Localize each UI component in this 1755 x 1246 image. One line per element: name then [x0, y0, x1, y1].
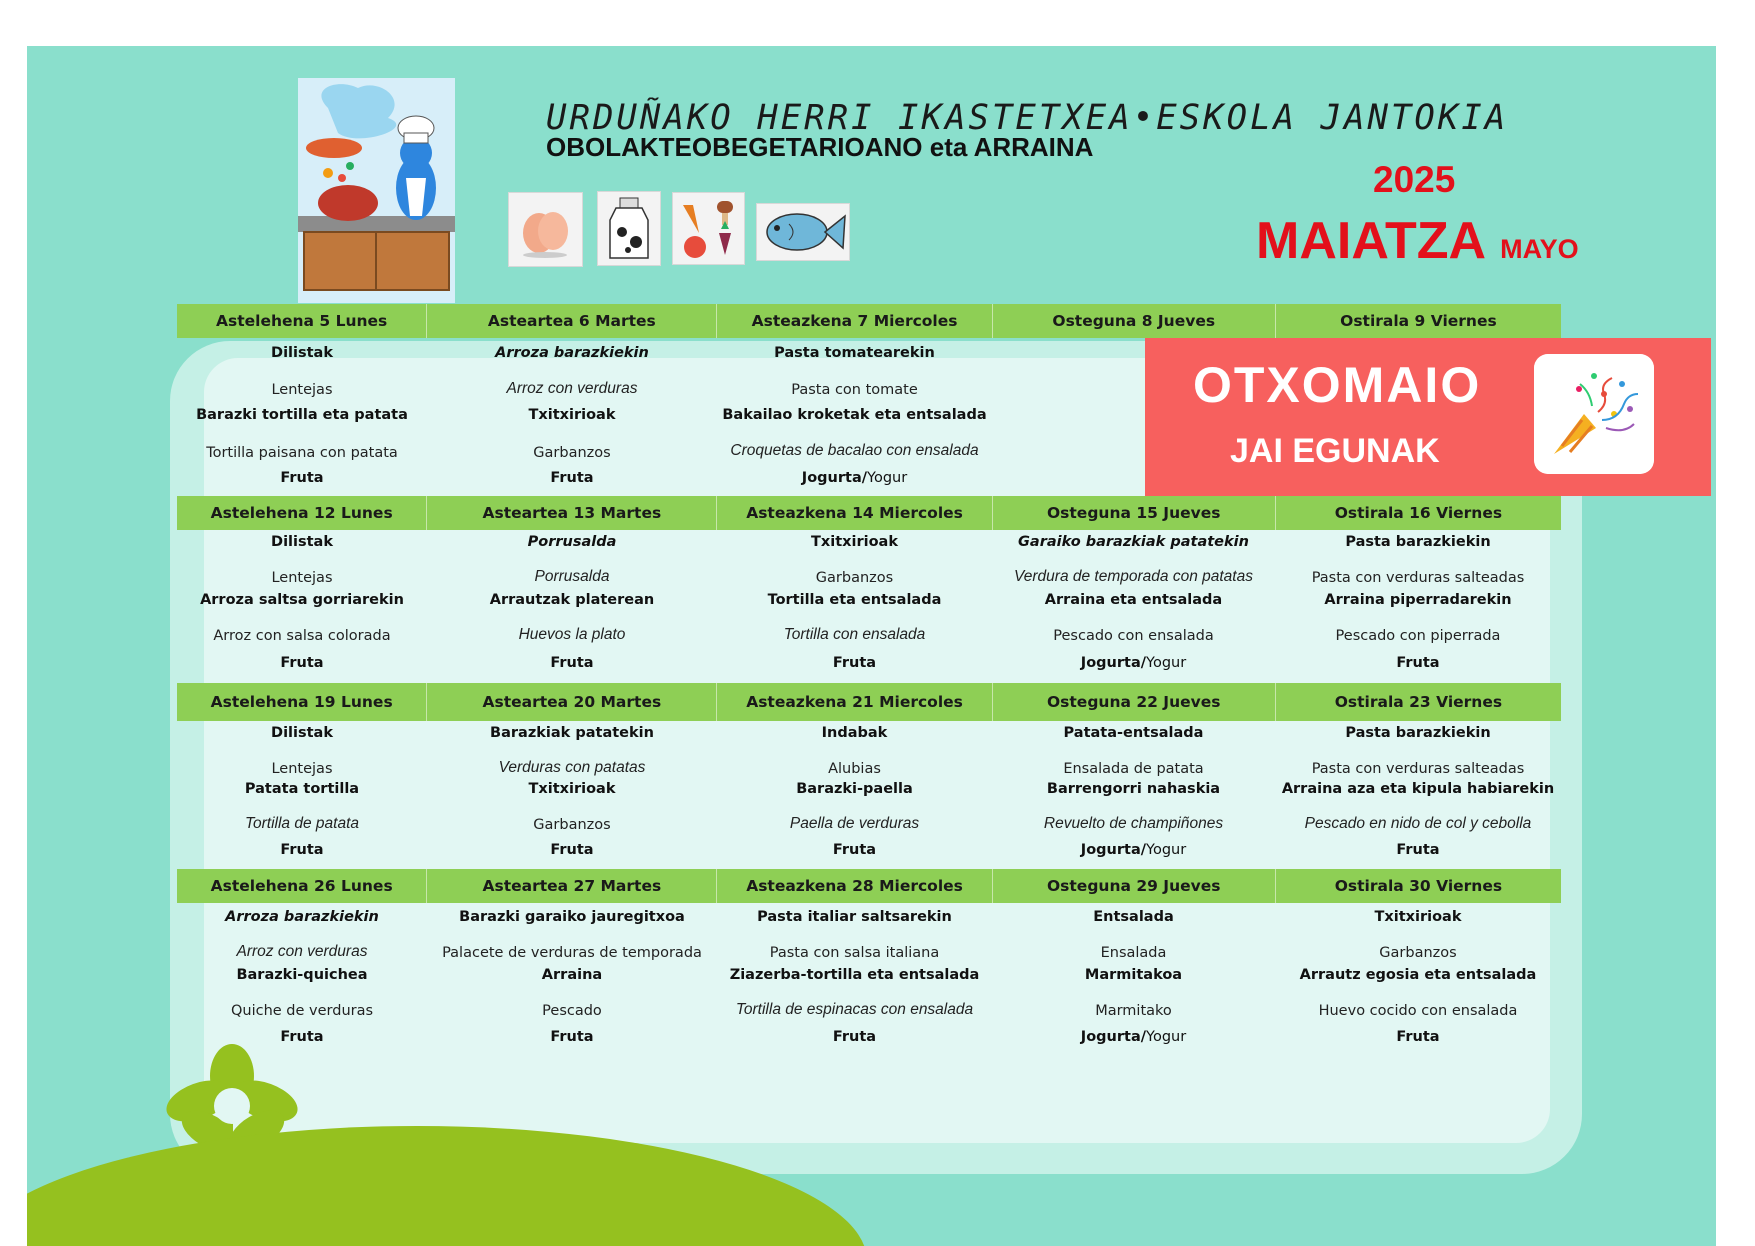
day-header: Asteazkena 21 Miercoles	[717, 683, 992, 721]
first-course-eu: Barazki garaiko jauregitxoa	[459, 909, 685, 925]
dessert-eu: Fruta	[280, 470, 324, 486]
day-menu	[1275, 721, 1561, 869]
day-header: Asteazkena 14 Miercoles	[717, 496, 992, 530]
second-course-eu: Tortilla eta entsalada	[767, 592, 942, 608]
day-header: Asteartea 20 Martes	[427, 683, 717, 721]
menu-background	[27, 46, 1716, 1246]
first-course-eu: Garaiko barazkiak patatekin	[1018, 534, 1249, 550]
second-course-eu: Marmitakoa	[1084, 967, 1183, 983]
day-menu	[427, 338, 717, 496]
day-menu	[717, 721, 992, 869]
second-course-eu: Arraina aza eta kipula habiarekin	[1281, 781, 1555, 797]
week-body-row	[177, 338, 1561, 496]
dessert	[427, 470, 717, 486]
first-course-eu: Txitxirioak	[1374, 909, 1462, 925]
second-course-es: Garbanzos	[533, 445, 611, 461]
dessert-eu: Fruta	[1396, 1029, 1440, 1045]
dessert-es: Yogur	[1146, 655, 1187, 671]
first-course-es: Arroz con verduras	[506, 380, 638, 397]
dessert-eu: Fruta	[832, 1029, 877, 1045]
day-header: Asteazkena 28 Miercoles	[717, 869, 992, 903]
second-course-es: Revuelto de champiñones	[1043, 815, 1224, 832]
dessert	[427, 1029, 717, 1045]
dessert	[177, 1029, 427, 1045]
month-es: MAYO	[1500, 234, 1579, 264]
second-course-es: Pescado con ensalada	[1053, 628, 1214, 644]
second-course-es: Paella de verduras	[789, 815, 920, 832]
second-course-es: Pescado en nido de col y cebolla	[1304, 815, 1532, 832]
second-course-es: Huevos la plato	[518, 626, 626, 643]
first-course-eu: Pasta italiar saltsarekin	[757, 909, 952, 925]
fish-icon	[756, 203, 850, 261]
second-course-es: Tortilla de espinacas con ensalada	[735, 1001, 974, 1018]
day-header: Ostirala 23 Viernes	[1334, 693, 1503, 711]
dessert-eu: Jogurta/	[1080, 655, 1147, 671]
second-course-es: Huevo cocido con ensalada	[1318, 1003, 1518, 1019]
day-header: Astelehena 5 Lunes	[177, 304, 427, 338]
weekly-menu-grid	[177, 304, 1561, 1063]
day-menu	[177, 903, 427, 1063]
day-menu	[992, 721, 1275, 869]
dessert-eu: Fruta	[1396, 842, 1440, 858]
day-menu	[427, 530, 717, 683]
second-course-es: Croquetas de bacalao con ensalada	[730, 442, 979, 459]
second-course-eu: Bakailao kroketak eta entsalada	[722, 407, 987, 423]
first-course-es: Pasta con salsa italiana	[769, 945, 940, 961]
day-header: Asteartea 6 Martes	[427, 304, 717, 338]
dessert-es: Yogur	[1146, 1029, 1187, 1045]
milk-bottle-icon	[597, 191, 661, 266]
dessert	[1275, 842, 1561, 858]
day-menu	[427, 903, 717, 1063]
first-course-eu: Pasta tomatearekin	[774, 345, 935, 361]
dessert	[427, 842, 717, 858]
dessert	[717, 470, 992, 486]
first-course-eu: Arroza barazkiekin	[495, 345, 649, 361]
first-course-eu: Patata-entsalada	[1063, 725, 1204, 741]
dessert-eu: Jogurta/	[801, 470, 868, 486]
second-course-es: Arroz con salsa colorada	[213, 628, 391, 644]
second-course-eu: Arroza saltsa gorriarekin	[200, 592, 404, 608]
first-course-es: Pasta con tomate	[791, 382, 918, 398]
first-course-es: Lentejas	[271, 761, 333, 777]
day-menu	[717, 530, 992, 683]
second-course-es: Pescado	[542, 1003, 602, 1019]
first-course-es: Alubias	[828, 761, 881, 777]
dessert-eu: Jogurta/	[1080, 842, 1147, 858]
first-course-eu: Dilistak	[271, 725, 333, 741]
dessert-eu: Fruta	[280, 842, 324, 858]
dessert	[717, 842, 992, 858]
day-header: Ostirala 16 Viernes	[1334, 504, 1503, 522]
first-course-eu: Dilistak	[271, 345, 333, 361]
day-header: Ostirala 9 Viernes	[1340, 312, 1497, 330]
week-header-row	[177, 869, 1561, 903]
first-course-es: Lentejas	[271, 382, 333, 398]
month-title	[1256, 211, 1579, 271]
egg-icon	[508, 192, 583, 267]
dessert-eu: Fruta	[550, 470, 594, 486]
school-name: URDUÑAKO HERRI IKASTETXEA•ESKOLA JANTOKIA	[546, 97, 1509, 139]
second-course-eu: Arrautz egosia eta entsalada	[1299, 967, 1537, 983]
day-menu	[1275, 530, 1561, 683]
dessert-es: Yogur	[1146, 842, 1187, 858]
second-course-eu: Arraina eta entsalada	[1044, 592, 1223, 608]
first-course-es: Porrusalda	[534, 568, 610, 585]
holiday-subtitle: JAI EGUNAK	[1230, 432, 1440, 470]
second-course-eu: Barazki tortilla eta patata	[196, 407, 408, 423]
first-course-es: Garbanzos	[1379, 945, 1457, 961]
week-header-row	[177, 496, 1561, 530]
first-course-es: Ensalada de patata	[1063, 761, 1204, 777]
day-header: Asteazkena 7 Miercoles	[717, 304, 992, 338]
day-header: Osteguna 15 Jueves	[993, 496, 1276, 530]
second-course-es: Tortilla de patata	[244, 815, 360, 832]
day-menu	[992, 530, 1275, 683]
dessert	[1275, 655, 1561, 671]
first-course-eu: Entsalada	[1093, 909, 1174, 925]
dessert	[1275, 1029, 1561, 1045]
second-course-eu: Ziazerba-tortilla eta entsalada	[729, 967, 980, 983]
day-header: Ostirala 30 Viernes	[1334, 877, 1503, 895]
first-course-es: Pasta con verduras salteadas	[1311, 761, 1525, 777]
dessert	[177, 655, 427, 671]
day-menu	[717, 903, 992, 1063]
day-menu	[1275, 903, 1561, 1063]
chef-cooking-icon	[298, 78, 455, 303]
first-course-es: Pasta con verduras salteadas	[1311, 570, 1525, 586]
vegetables-icon	[672, 192, 745, 265]
day-header: Osteguna 29 Jueves	[993, 869, 1276, 903]
second-course-es: Quiche de verduras	[230, 1003, 374, 1019]
day-menu	[177, 721, 427, 869]
first-course-eu: Pasta barazkiekin	[1345, 725, 1491, 741]
second-course-eu: Txitxirioak	[528, 407, 616, 423]
second-course-es: Garbanzos	[533, 817, 611, 833]
day-header: Astelehena 12 Lunes	[177, 496, 427, 530]
dessert	[177, 470, 427, 486]
week-body-row	[177, 721, 1561, 869]
holiday-title: OTXOMAIO	[1193, 357, 1482, 413]
first-course-es: Garbanzos	[815, 570, 894, 586]
week-header-row	[177, 304, 1561, 338]
confetti-popper-icon	[1534, 354, 1654, 474]
dessert-eu: Fruta	[280, 655, 324, 671]
second-course-es: Marmitako	[1095, 1003, 1172, 1019]
dessert-eu: Fruta	[550, 1029, 594, 1045]
dessert-eu: Fruta	[1396, 655, 1440, 671]
day-header: Astelehena 19 Lunes	[177, 683, 427, 721]
dessert-eu: Fruta	[550, 655, 594, 671]
dessert	[992, 842, 1275, 858]
day-menu	[177, 338, 427, 496]
day-header: Asteartea 27 Martes	[427, 869, 717, 903]
first-course-eu: Porrusalda	[527, 534, 617, 550]
day-menu	[992, 903, 1275, 1063]
dessert	[717, 1029, 992, 1045]
dessert	[427, 655, 717, 671]
first-course-eu: Txitxirioak	[811, 534, 898, 550]
second-course-es: Tortilla paisana con patata	[206, 445, 398, 461]
dessert-es: Yogur	[867, 470, 908, 486]
dessert	[717, 655, 992, 671]
holiday-banner	[1145, 338, 1711, 496]
second-course-eu: Arraina	[541, 967, 603, 983]
dessert	[992, 1029, 1275, 1045]
dessert-eu: Fruta	[832, 842, 877, 858]
first-course-eu: Pasta barazkiekin	[1345, 534, 1491, 550]
week-header-row	[177, 683, 1561, 721]
year: 2025	[1373, 159, 1456, 200]
first-course-es: Arroz con verduras	[236, 943, 368, 960]
first-course-eu: Indabak	[821, 725, 888, 741]
week-body-row	[177, 530, 1561, 683]
day-header: Asteartea 13 Martes	[427, 496, 717, 530]
first-course-es: Ensalada	[1100, 945, 1167, 961]
day-menu	[717, 338, 992, 496]
second-course-eu: Arraina piperradarekin	[1324, 592, 1512, 608]
second-course-eu: Barazki-quichea	[236, 967, 368, 983]
second-course-eu: Barazki-paella	[796, 781, 913, 797]
second-course-es: Pescado con piperrada	[1335, 628, 1501, 644]
dessert-eu: Jogurta/	[1080, 1029, 1147, 1045]
day-header: Osteguna 22 Jueves	[993, 683, 1276, 721]
day-menu	[427, 721, 717, 869]
second-course-eu: Patata tortilla	[244, 781, 360, 797]
month-eu: MAIATZA	[1256, 212, 1487, 270]
second-course-eu: Arrautzak platerean	[489, 592, 655, 608]
second-course-eu: Txitxirioak	[528, 781, 616, 797]
week-body-row	[177, 903, 1561, 1063]
dessert-eu: Fruta	[280, 1029, 324, 1045]
day-header: Osteguna 8 Jueves	[993, 304, 1276, 338]
first-course-es: Verdura de temporada con patatas	[1014, 568, 1253, 585]
first-course-eu: Arroza barazkiekin	[225, 909, 379, 925]
dessert-eu: Fruta	[550, 842, 594, 858]
dessert-eu: Fruta	[832, 655, 877, 671]
menu-type: OBOLAKTEOBEGETARIOANO eta ARRAINA	[546, 132, 1094, 162]
dessert	[992, 655, 1275, 671]
day-header: Astelehena 26 Lunes	[177, 869, 427, 903]
first-course-es: Lentejas	[271, 570, 333, 586]
second-course-es: Tortilla con ensalada	[783, 626, 926, 643]
first-course-es: Palacete de verduras de temporada	[442, 945, 702, 961]
dessert	[177, 842, 427, 858]
first-course-es: Verduras con patatas	[498, 759, 646, 776]
first-course-eu: Barazkiak patatekin	[490, 725, 654, 741]
day-menu	[177, 530, 427, 683]
second-course-eu: Barrengorri nahaskia	[1046, 781, 1221, 797]
first-course-eu: Dilistak	[271, 534, 333, 550]
